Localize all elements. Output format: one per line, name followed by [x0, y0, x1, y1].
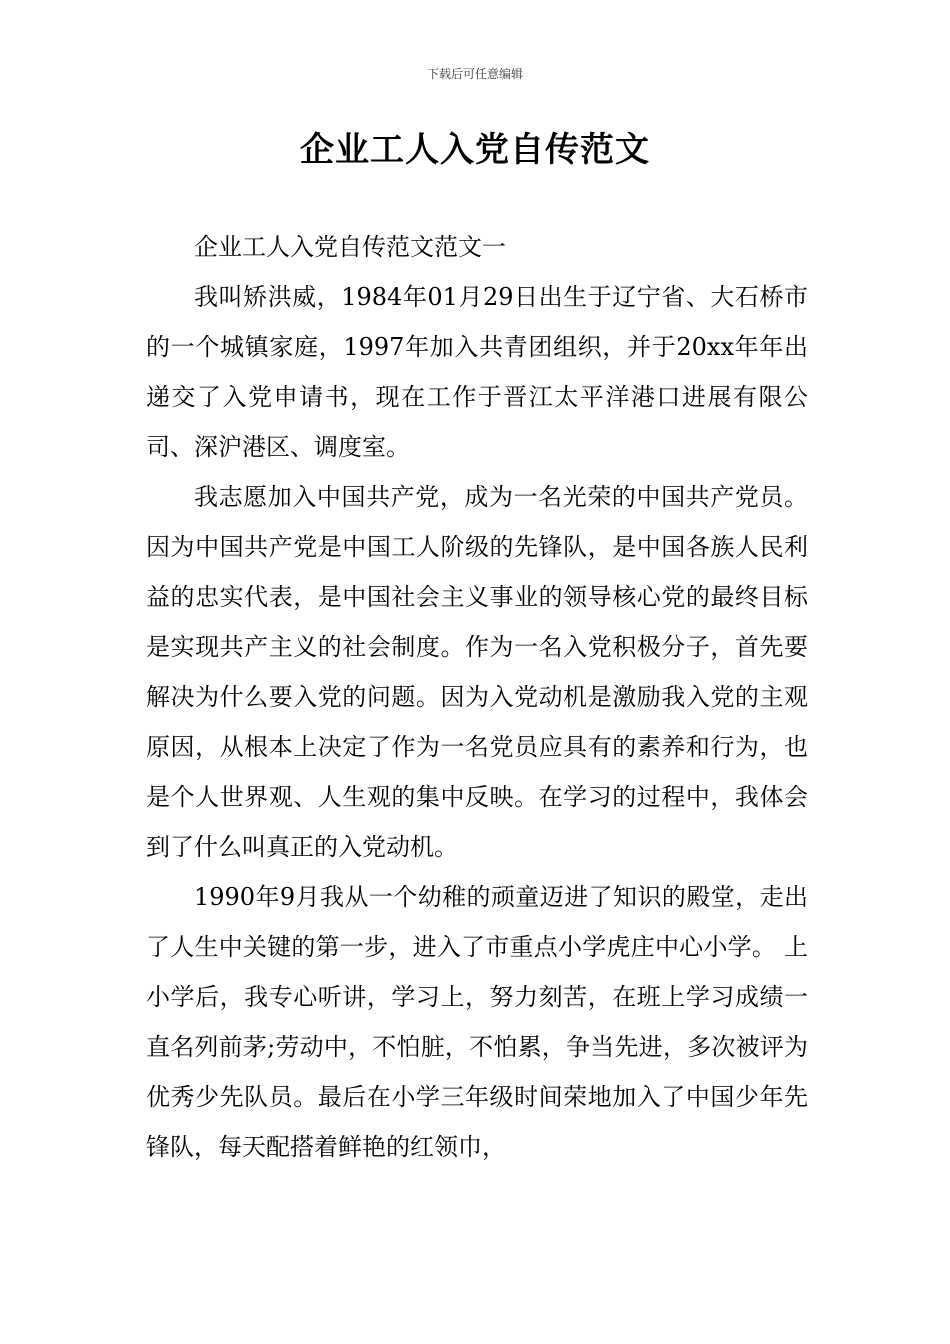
- document-body: [146, 222, 808, 1172]
- paragraph-subtitle: 企业工人入党自传范文范文一: [194, 233, 506, 261]
- document-title: 企业工人入党自传范文: [300, 130, 650, 170]
- paragraph: 我志愿加入中国共产党，成为一名光荣的中国共产党员。因为中国共产党是中国工人阶级的先锋队，是中国各族人民利益的忠实代表，是中国社会主义事业的领导核心党的最终目标是实现共产主义的社会制度。作为一名入党积极分子，首先要解决为什么要入党的问题。因为入党动机是激励我入党的主观原因，从根本上决定了作为一名党员应具有的素养和行为，也是个人世界观、人生观的集中反映。在学习的过程中，我体会到了什么叫真正的入党动机。: [146, 483, 808, 861]
- header-note: 下载后可任意编辑: [426, 67, 523, 81]
- paragraph: 我叫矫洪威，1984年01月29日出生于辽宁省、大石桥市的一个城镇家庭，1997年加入共青团组织，并于20xx年年出递交了入党申请书，现在工作于晋江太平洋港口进展有限公司、深沪港区、调度室。: [146, 283, 808, 461]
- paragraph: 1990年9月我从一个幼稚的顽童迈进了知识的殿堂，走出了人生中关键的第一步，进入了市重点小学虎庄中心小学。 上小学后，我专心听讲，学习上，努力刻苦，在班上学习成绩一直名列前茅;劳动中，不怕脏，不怕累，争当先进，多次被评为优秀少先队员。最后在小学三年级时间荣地加入了中国少年先锋队，每天配搭着鲜艳的红领巾，: [146, 883, 808, 1161]
